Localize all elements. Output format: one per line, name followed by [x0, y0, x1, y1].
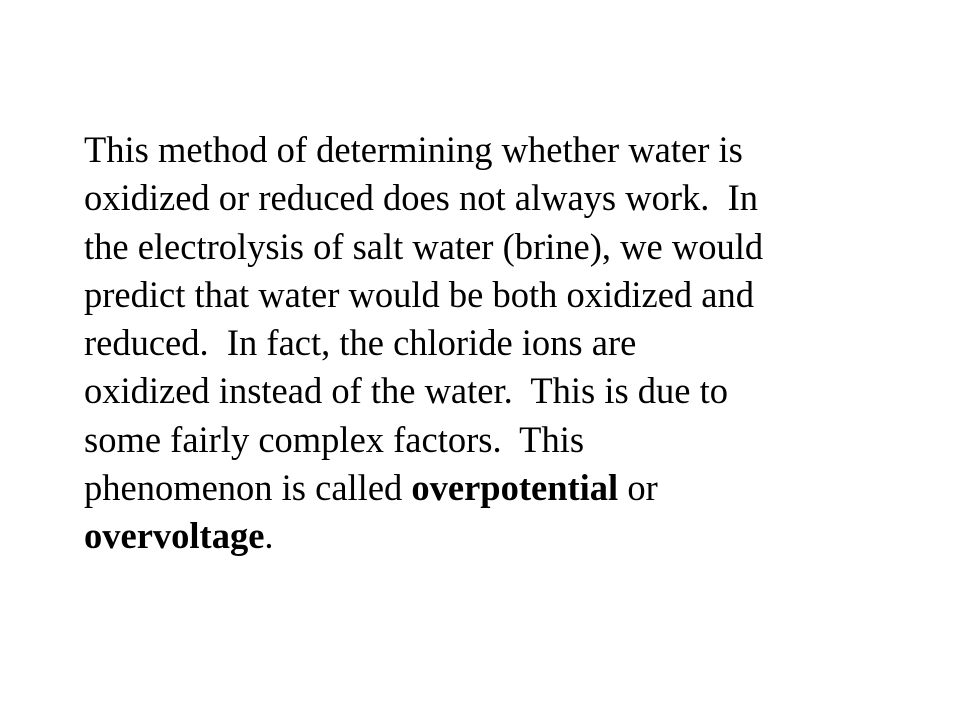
term-overvoltage: overvoltage [84, 515, 265, 557]
text-line-6: oxidized instead of the water. This is due to [84, 370, 729, 412]
text-line-9 [84, 512, 904, 560]
text-line-5: reduced. In fact, the chloride ions are [84, 322, 637, 364]
text-line-8 [84, 464, 904, 512]
slide-body-text [84, 126, 904, 561]
end-period: . [264, 515, 274, 557]
text-line-3: the electrolysis of salt water (brine), we would [84, 225, 764, 267]
text-line-2: oxidized or reduced does not always work. In [84, 177, 759, 219]
conjunction-or: or [618, 467, 658, 509]
text-line-7: some fairly complex factors. This [84, 418, 585, 460]
text-line-1: This method of determining whether water is [84, 129, 743, 170]
text-line-8-lead: phenomenon is called [84, 467, 412, 509]
term-overpotential: overpotential [411, 467, 619, 509]
text-line-4: predict that water would be both oxidized and [84, 273, 754, 315]
